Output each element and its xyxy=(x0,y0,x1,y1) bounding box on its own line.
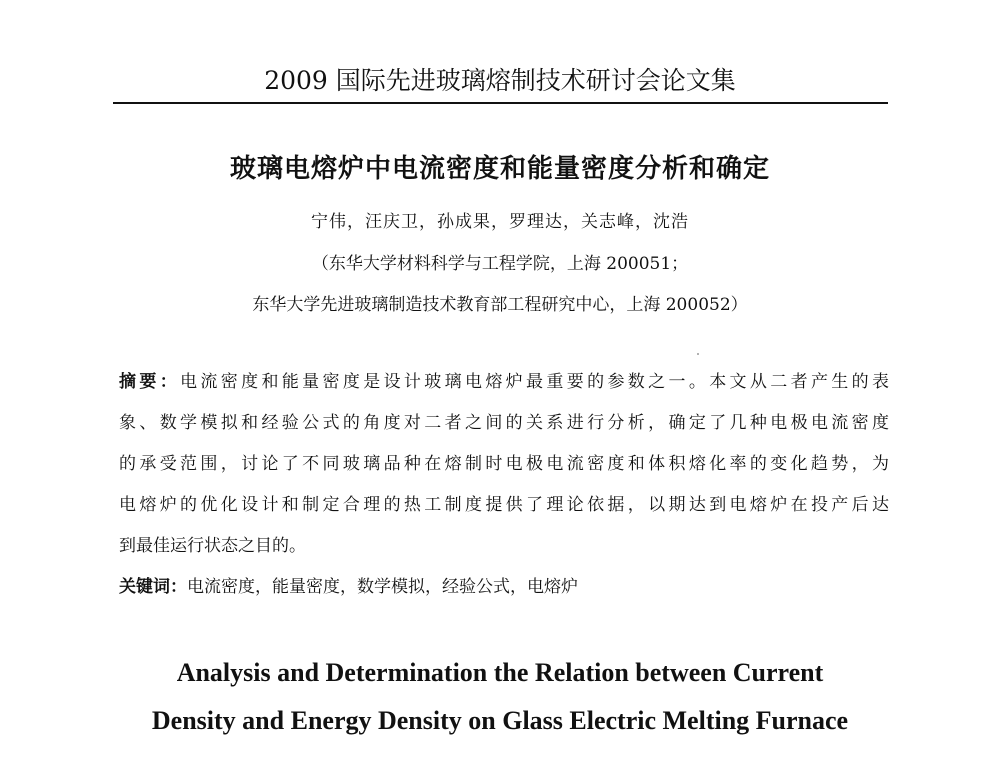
authors: 宁伟，汪庆卫，孙成果，罗理达，关志峰，沈浩 xyxy=(311,212,689,232)
abstract-line-3: 的承受范围，讨论了不同玻璃品种在熔制时电极电流密度和体积熔化率的变化趋势，为 xyxy=(119,454,889,474)
abstract-line-5: 到最佳运行状态之目的。 xyxy=(119,536,306,556)
abstract-label: 摘要： xyxy=(119,372,181,392)
scan-speck xyxy=(697,353,699,355)
paper-title-en-line-2: Density and Energy Density on Glass Electric Melting Furnace xyxy=(151,706,849,735)
affiliation-line-2: 东华大学先进玻璃制造技术教育部工程研究中心，上海 200052） xyxy=(252,295,748,315)
header-rule xyxy=(113,102,888,104)
abstract-text: 电流密度和能量密度是设计玻璃电熔炉最重要的参数之一。本文从二者产生的表 xyxy=(180,372,890,392)
abstract-line-1 xyxy=(119,369,889,395)
keywords-line xyxy=(119,574,578,600)
keywords-text: 电流密度，能量密度，数学模拟，经验公式，电熔炉 xyxy=(187,577,578,597)
abstract-line-2: 象、数学模拟和经验公式的角度对二者之间的关系进行分析，确定了几种电极电流密度 xyxy=(119,413,889,433)
paper-title-zh: 玻璃电熔炉中电流密度和能量密度分析和确定 xyxy=(229,154,770,184)
affiliation-line-1: （东华大学材料科学与工程学院，上海 200051； xyxy=(311,254,689,274)
keywords-label: 关键词： xyxy=(119,577,187,597)
running-header: 2009 国际先进玻璃熔制技术研讨会论文集 xyxy=(264,66,736,95)
paper-title-en-line-1: Analysis and Determination the Relation between Current xyxy=(176,658,824,687)
abstract-line-4: 电熔炉的优化设计和制定合理的热工制度提供了理论依据，以期达到电熔炉在投产后达 xyxy=(119,495,889,515)
